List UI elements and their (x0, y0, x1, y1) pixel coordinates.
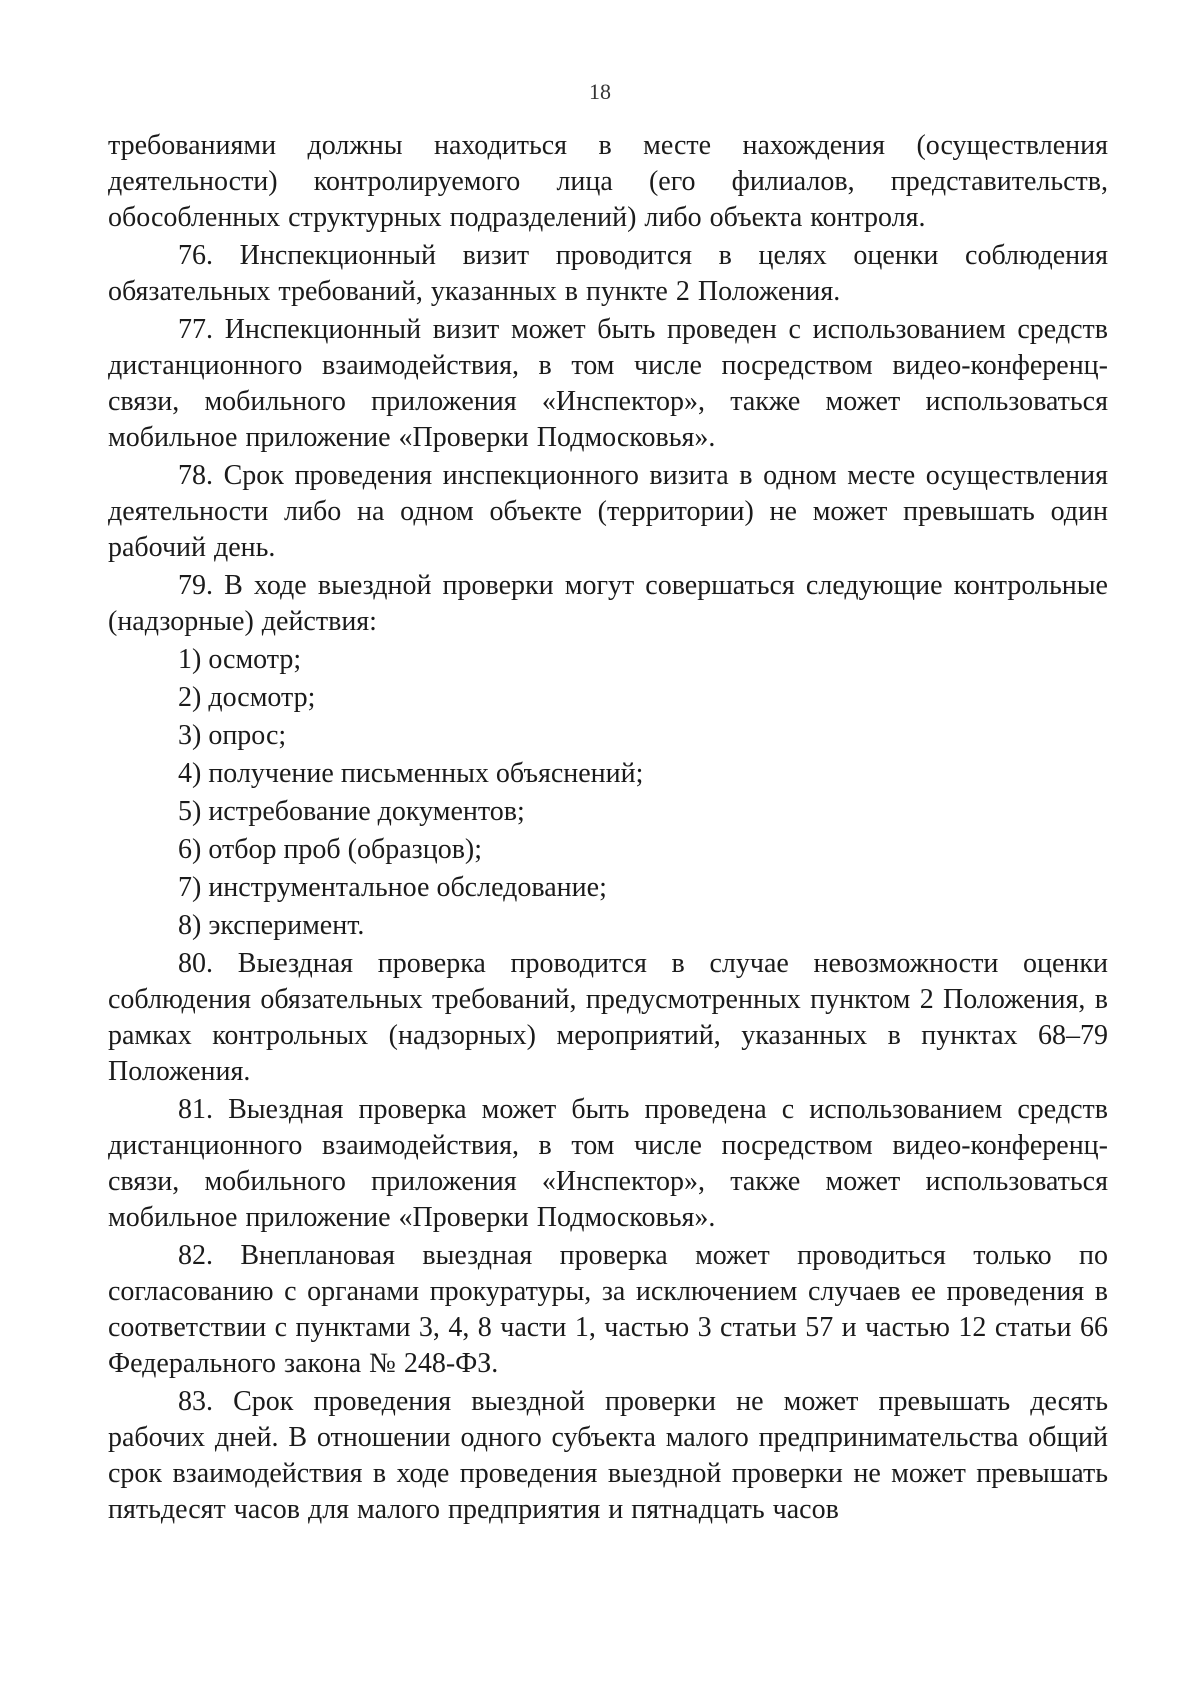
bottom-paragraph: 83. Срок проведения выездной проверки не может превышать десять рабочих дней. В отношении одного субъекта малого предпринимательства общий срок взаимодействия в ходе проведения выездной проверки не может превышать пятьдесят часов для малого предприятия и пятнадцать часов (108, 1386, 1108, 1525)
action-list-item: 7) инструментальное обследование; (178, 872, 607, 903)
bottom-paragraph: 81. Выездная проверка может быть проведена с использованием средств дистанционного взаимодействия, в том числе посредством видео-конференц-связи, мобильного приложения «Инспектор», также может использоваться мобильное приложение «Проверки Подмосковья». (108, 1094, 1108, 1233)
action-list-item: 6) отбор проб (образцов); (178, 834, 483, 865)
action-list-item: 5) истребование документов; (178, 796, 525, 827)
bottom-paragraph: 80. Выездная проверка проводится в случае невозможности оценки соблюдения обязательных требований, предусмотренных пунктом 2 Положения, в рамках контрольных (надзорных) мероприятий, указанных в пунктах 68–79 Положения. (108, 948, 1108, 1087)
action-list-item: 4) получение письменных объяснений; (178, 758, 644, 789)
top-paragraph: требованиями должны находиться в месте нахождения (осуществления деятельности) контролируемого лица (его филиалов, представительств, обособленных структурных подразделений) либо объекта контроля. (108, 130, 1108, 233)
bottom-paragraph: 82. Внеплановая выездная проверка может проводиться только по согласованию с органами прокуратуры, за исключением случаев ее проведения в соответствии с пунктами 3, 4, 8 части 1, частью 3 статьи 57 и частью 12 статьи 66 Федерального закона № 248-ФЗ. (108, 1240, 1108, 1379)
top-paragraph: 77. Инспекционный визит может быть проведен с использованием средств дистанционного взаимодействия, в том числе посредством видео-конференц-связи, мобильного приложения «Инспектор», также может использоваться мобильное приложение «Проверки Подмосковья». (108, 314, 1108, 453)
document-body (108, 128, 1108, 1530)
action-list-item: 8) эксперимент. (178, 910, 365, 941)
top-paragraph: 76. Инспекционный визит проводится в целях оценки соблюдения обязательных требований, указанных в пункте 2 Положения. (108, 240, 1108, 307)
page-number: 18 (589, 79, 611, 104)
action-list-item: 1) осмотр; (178, 644, 302, 675)
top-paragraph: 78. Срок проведения инспекционного визита в одном месте осуществления деятельности либо на одном объекте (территории) не может превышать один рабочий день. (108, 460, 1108, 563)
paragraphs-bottom (108, 946, 1108, 1528)
action-list-item: 2) досмотр; (178, 682, 316, 713)
action-list-item: 3) опрос; (178, 720, 287, 751)
top-paragraph: 79. В ходе выездной проверки могут совершаться следующие контрольные (надзорные) действия: (108, 570, 1108, 637)
actions-list (108, 642, 1108, 944)
paragraphs-top (108, 128, 1108, 640)
